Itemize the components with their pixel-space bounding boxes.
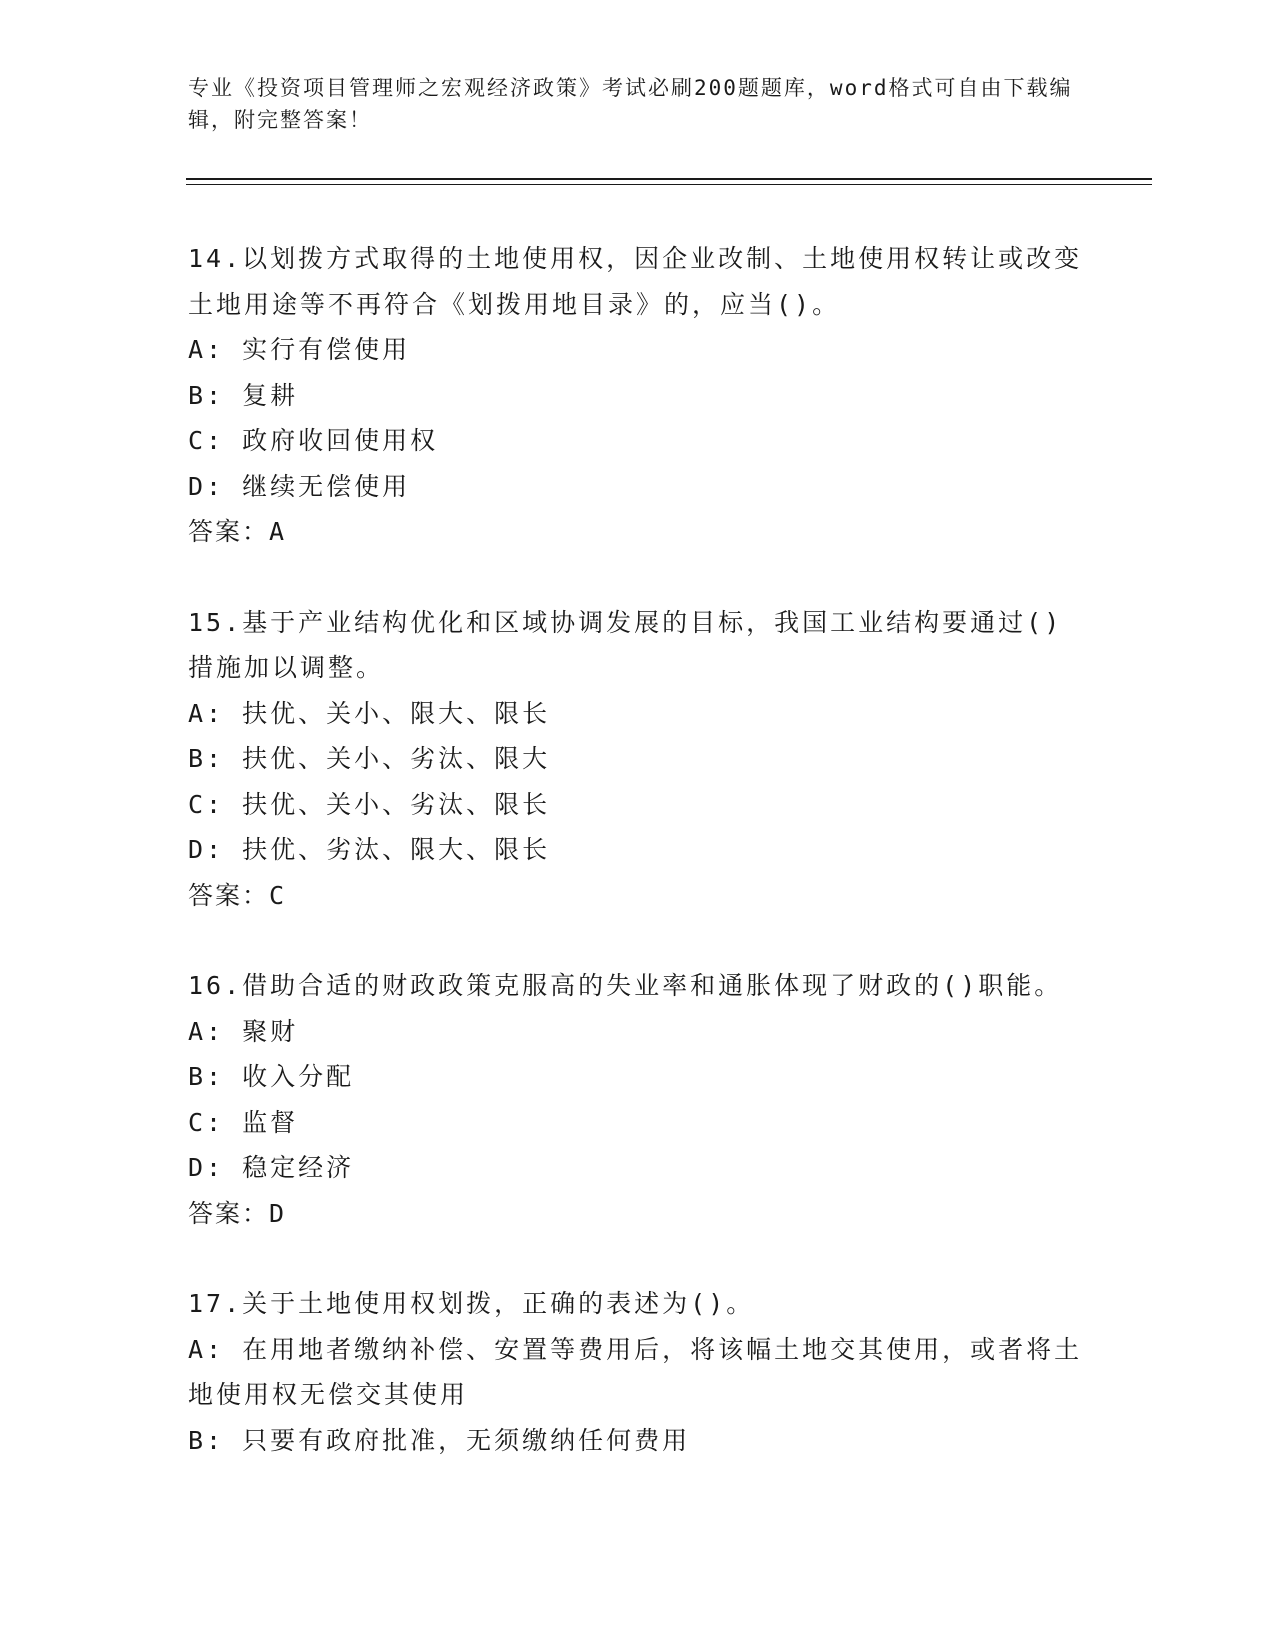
option-c: C: 政府收回使用权 xyxy=(188,426,439,455)
answer-value: C xyxy=(269,880,287,910)
option-a: A: 聚财 xyxy=(188,1016,299,1046)
question-list xyxy=(188,236,1088,1508)
option-b: B: 收入分配 xyxy=(188,1062,355,1091)
question-stem: 16.借助合适的财政政策克服高的失业率和通胀体现了财政的()职能。 xyxy=(188,971,1063,1000)
answer-label: 答案： xyxy=(188,880,270,910)
option-d: D: 稳定经济 xyxy=(188,1153,355,1182)
option-a: A: 在用地者缴纳补偿、安置等费用后，将该幅土地交其使用，或者将土地使用权无偿交其使用 xyxy=(188,1334,1083,1409)
question-16 xyxy=(188,963,1088,1236)
question-stem: 14.以划拨方式取得的土地使用权，因企业改制、土地使用权转让或改变土地用途等不再符合《划拨用地目录》的，应当()。 xyxy=(188,244,1083,319)
answer-line xyxy=(188,873,1088,919)
question-17 xyxy=(188,1281,1088,1463)
option-b: B: 扶优、关小、劣汰、限大 xyxy=(188,744,551,773)
answer-line xyxy=(188,1191,1088,1237)
question-14 xyxy=(188,236,1088,555)
option-d: D: 继续无偿使用 xyxy=(188,471,411,501)
answer-line xyxy=(188,509,1088,555)
option-a: A: 实行有偿使用 xyxy=(188,335,411,364)
answer-value: A xyxy=(269,517,287,546)
question-stem: 17.关于土地使用权划拨，正确的表述为()。 xyxy=(188,1289,755,1318)
page-header-text: 专业《投资项目管理师之宏观经济政策》考试必刷200题题库，word格式可自由下载编辑，附完整答案！ xyxy=(188,76,1073,132)
question-15 xyxy=(188,600,1088,919)
option-c: C: 监督 xyxy=(188,1107,299,1137)
header-rule-thin xyxy=(186,184,1152,185)
header-rule-thick xyxy=(186,178,1152,180)
option-b: B: 只要有政府批准，无须缴纳任何费用 xyxy=(188,1425,691,1455)
answer-value: D xyxy=(269,1198,287,1228)
answer-label: 答案： xyxy=(188,1198,270,1228)
option-a: A: 扶优、关小、限大、限长 xyxy=(188,698,551,728)
option-d: D: 扶优、劣汰、限大、限长 xyxy=(188,835,551,864)
option-c: C: 扶优、关小、劣汰、限长 xyxy=(188,789,551,819)
question-stem: 15.基于产业结构优化和区域协调发展的目标，我国工业结构要通过()措施加以调整。 xyxy=(188,607,1063,682)
answer-label: 答案： xyxy=(188,517,270,546)
option-b: B: 复耕 xyxy=(188,380,299,410)
